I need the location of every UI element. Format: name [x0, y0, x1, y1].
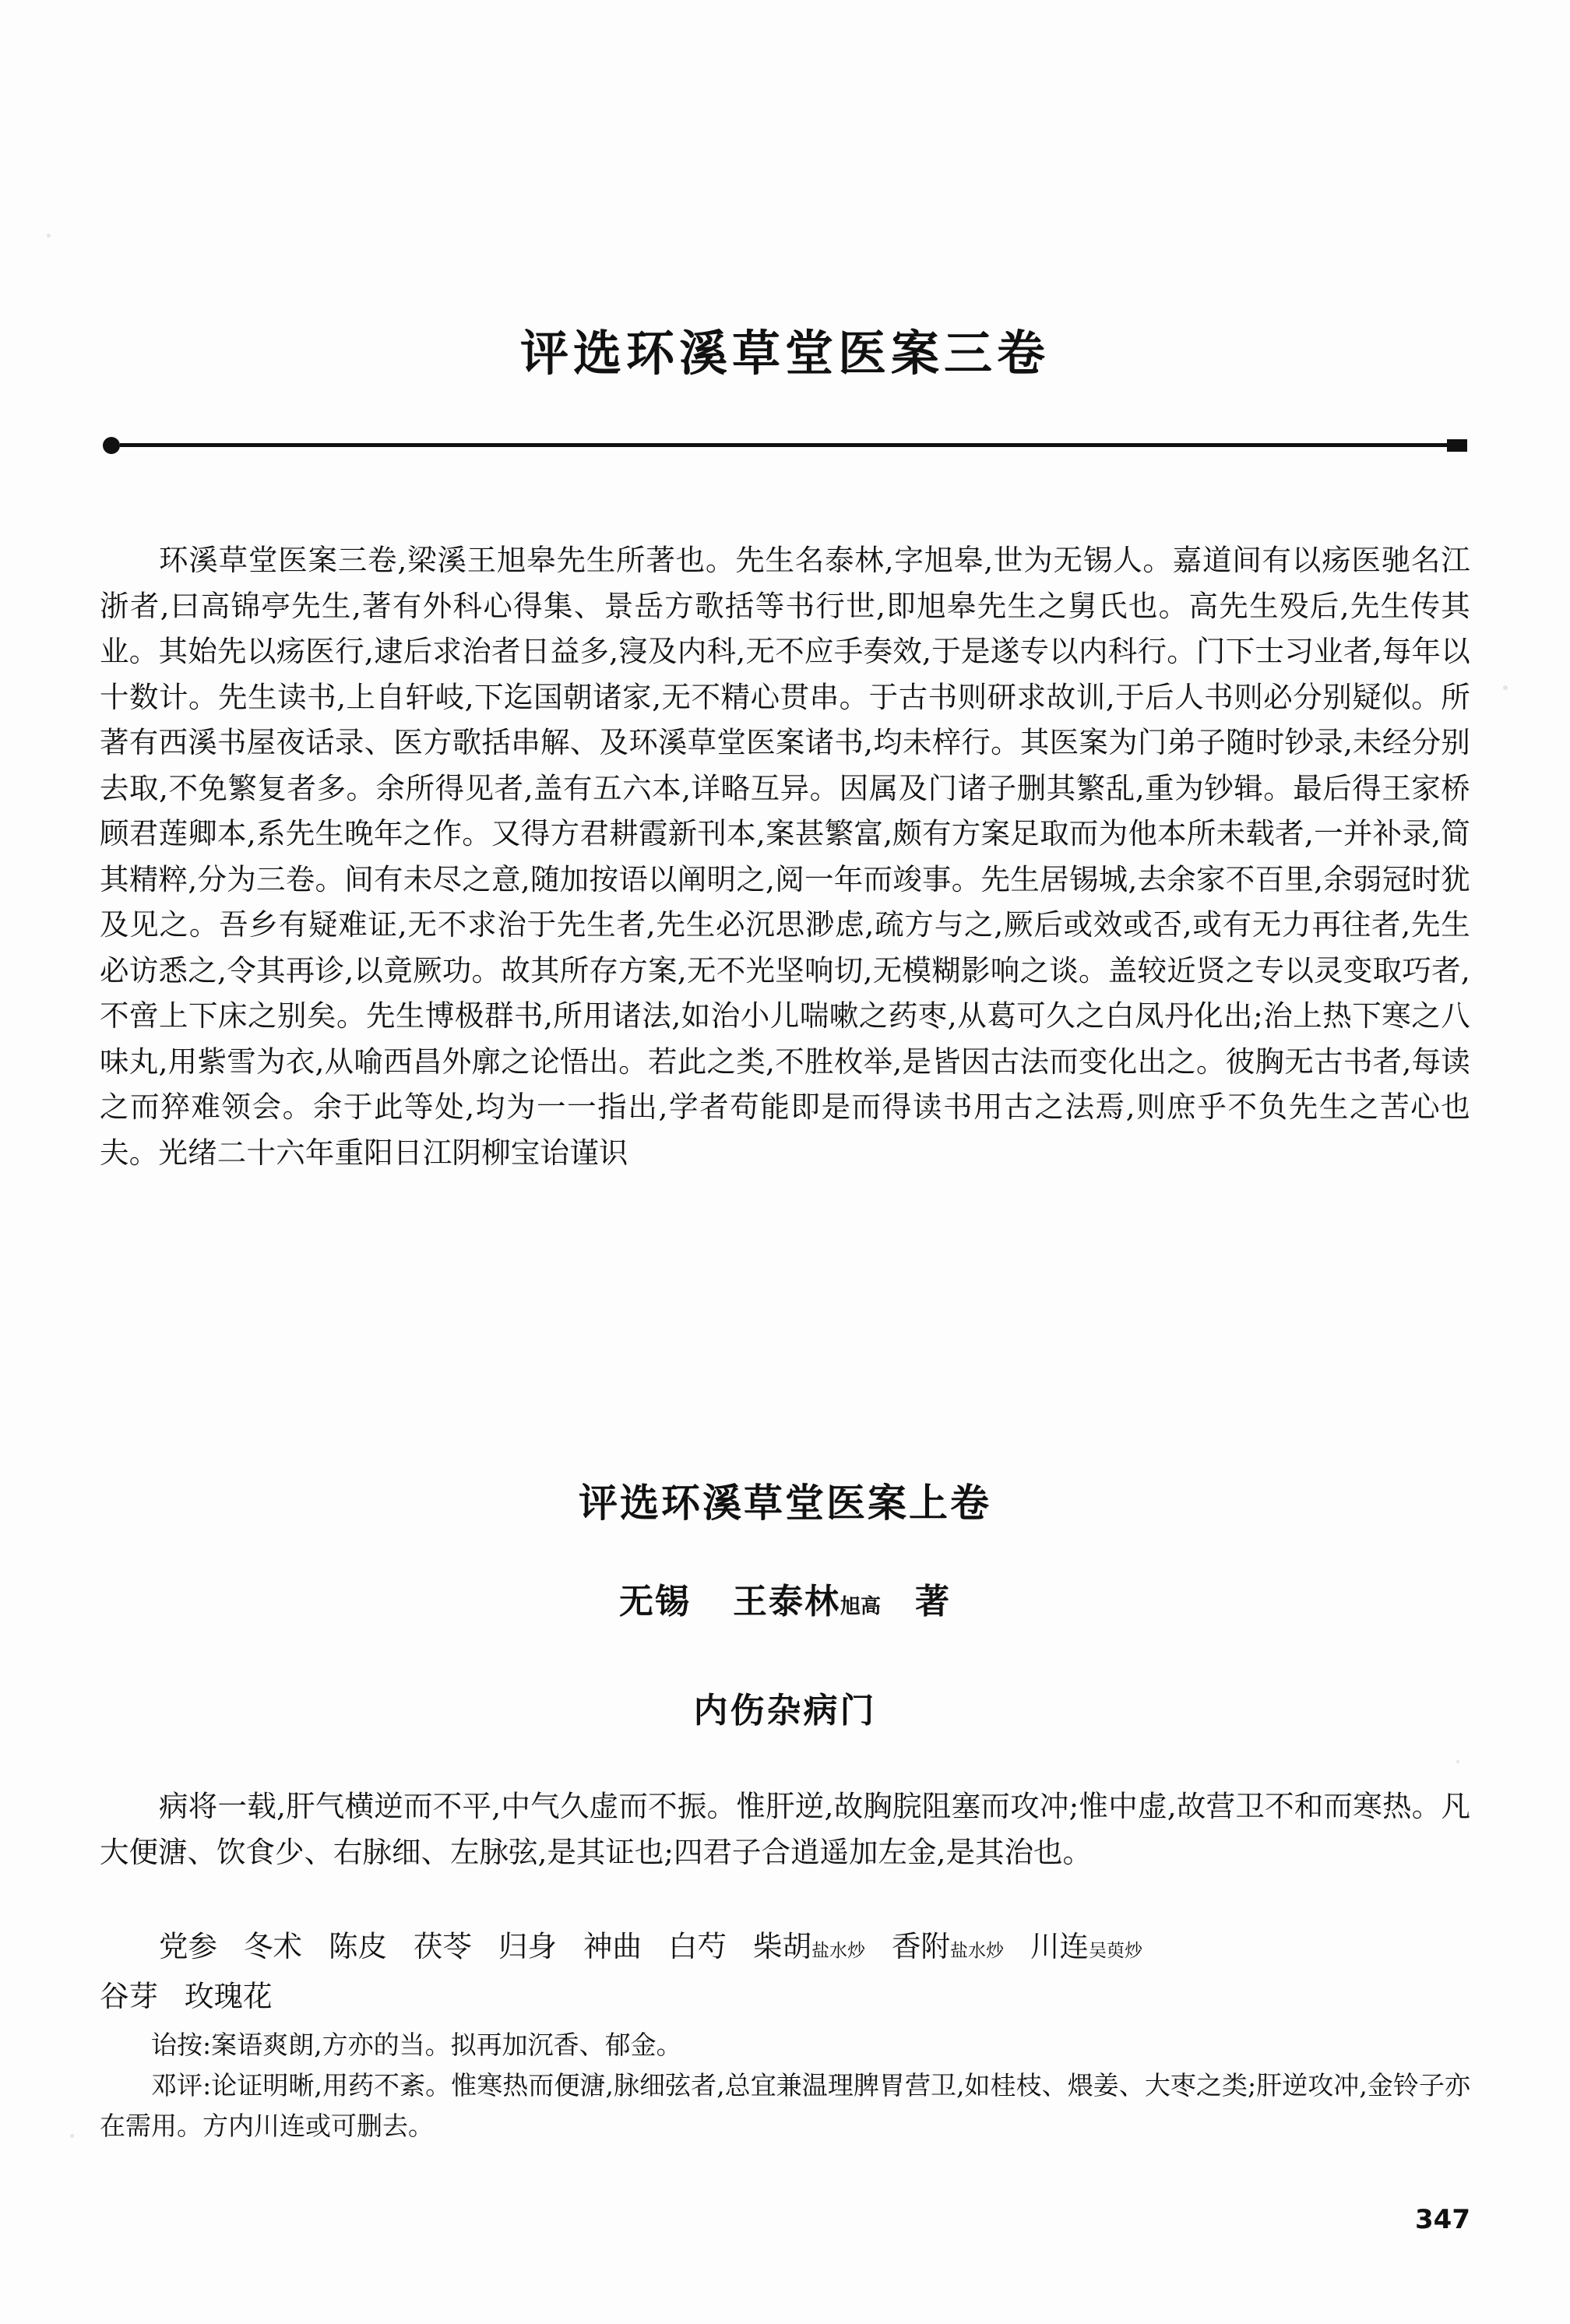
commentary-label: 诒按	[151, 2030, 202, 2060]
herb-item	[244, 1929, 302, 1963]
herb-name: 香附	[892, 1929, 950, 1963]
herb-item	[159, 1929, 217, 1963]
herb-preparation-note: 盐水炒	[950, 1941, 1004, 1961]
herb-name: 党参	[159, 1929, 217, 1963]
herb-item	[100, 1979, 158, 2013]
herb-name: 玫瑰花	[185, 1979, 273, 2013]
formula-section	[100, 1924, 1470, 2019]
byline-author: 王泰林	[732, 1582, 840, 1622]
byline-place: 无锡	[618, 1582, 691, 1622]
commentary-item	[100, 2025, 1470, 2065]
herb-name: 归身	[498, 1929, 557, 1963]
formula-line-2	[100, 1974, 1470, 2019]
herb-item	[1030, 1929, 1142, 1963]
herb-name: 柴胡	[753, 1929, 811, 1963]
preface-section	[100, 537, 1470, 1175]
divider-dot-left-icon	[103, 437, 120, 454]
divider-bar	[120, 443, 1452, 447]
scan-speckle	[1456, 1760, 1459, 1763]
herb-item	[892, 1929, 1004, 1963]
byline	[100, 1573, 1470, 1623]
case-section	[100, 1783, 1470, 1875]
herb-preparation-note: 盐水炒	[811, 1941, 865, 1961]
commentary-text: :论证明晰,用药不紊。惟寒热而便溏,脉细弦者,总宜兼温理脾胃营卫,如桂枝、煨姜、大枣之类;肝逆攻冲,金铃子亦在需用。方内川连或可删去。	[100, 2070, 1471, 2141]
herb-item	[753, 1929, 865, 1963]
byline-author-style-name: 旭高	[840, 1595, 881, 1618]
herb-item	[329, 1929, 387, 1963]
herb-name: 白芍	[668, 1929, 727, 1963]
scan-speckle	[47, 234, 51, 238]
herb-name: 冬术	[244, 1929, 302, 1963]
herb-item	[498, 1929, 557, 1963]
case-paragraph: 病将一载,肝气横逆而不平,中气久虚而不振。惟肝逆,故胸脘阻塞而攻冲;惟中虚,故营卫不和而寒热。凡大便溏、饮食少、右脉细、左脉弦,是其证也;四君子合逍遥加左金,是其治也。	[100, 1789, 1470, 1869]
herb-name: 川连	[1030, 1929, 1089, 1963]
commentary-label: 邓评	[151, 2070, 203, 2100]
preface-paragraph: 环溪草堂医案三卷,梁溪王旭皋先生所著也。先生名泰林,字旭皋,世为无锡人。嘉道间有以疡医驰名江浙者,曰高锦亭先生,著有外科心得集、景岳方歌括等书行世,即旭皋先生之舅氏也。高先生殁后,先生传其业。其始先以疡医行,逮后求治者日益多,寖及内科,无不应手奏效,于是遂专以内科行。门下士习业者,每年以十数计。先生读书,上自轩岐,下迄国朝诸家,无不精心贯串。于古书则研求故训,于后人书则必分别疑似。所著有西溪书屋夜话录、医方歌括串解、及环溪草堂医案诸书,均未梓行。其医案为门弟子随时钞录,未经分别去取,不免繁复者多。余所得见者,盖有五六本,详略互异。因属及门诸子删其繁乱,重为钞辑。最后得王家桥顾君莲卿本,系先生晚年之作。又得方君耕霞新刊本,案甚繁富,颇有方案足取而为他本所未载者,一并补录,简其精粹,分为三卷。间有未尽之意,随加按语以阐明之,阅一年而竣事。先生居锡城,去余家不百里,余弱冠时犹及见之。吾乡有疑难证,无不求治于先生者,先生必沉思渺虑,疏方与之,厥后或效或否,或有无力再往者,先生必访悉之,令其再诊,以竟厥功。故其所存方案,无不光坚响切,无模糊影响之谈。盖较近贤之专以灵变取巧者,不啻上下床之别矣。先生博极群书,所用诸法,如治小儿喘嗽之药枣,从葛可久之白凤丹化出;治上热下寒之八味丸,用紫雪为衣,从喻西昌外廓之论悟出。若此之类,不胜枚举,是皆因古法而变化出之。彼胸无古书者,每读之而猝难领会。余于此等处,均为一一指出,学者苟能即是而得读书用古之法焉,则庶乎不负先生之苦心也夫。光绪二十六年重阳日江阴柳宝诒谨识	[100, 543, 1470, 1170]
scan-speckle	[70, 2134, 74, 2138]
byline-role: 著	[915, 1582, 951, 1622]
herb-preparation-note: 吴萸炒	[1089, 1941, 1142, 1961]
chapter-heading: 内伤杂病门	[693, 1691, 877, 1731]
herb-item	[414, 1929, 472, 1963]
herb-name: 谷芽	[100, 1979, 158, 2013]
herb-item	[185, 1979, 273, 2013]
herb-name: 茯苓	[414, 1929, 472, 1963]
page-content-area	[100, 0, 1470, 2324]
divider-square-right-icon	[1447, 439, 1467, 452]
page-title: 评选环溪草堂医案三卷	[519, 325, 1050, 382]
commentary-item	[100, 2065, 1470, 2146]
formula-line-1	[100, 1924, 1470, 1974]
herb-item	[583, 1929, 642, 1963]
commentary-section	[100, 2025, 1470, 2146]
herb-name: 神曲	[583, 1929, 642, 1963]
herb-name: 陈皮	[329, 1929, 387, 1963]
document-title-block	[100, 327, 1470, 380]
scan-speckle	[1503, 685, 1508, 690]
title-divider	[103, 440, 1467, 449]
volume-heading: 评选环溪草堂医案上卷	[579, 1481, 991, 1526]
page-number: 347	[1415, 2204, 1470, 2235]
commentary-text: :案语爽朗,方亦的当。拟再加沉香、郁金。	[202, 2030, 682, 2060]
herb-item	[668, 1929, 727, 1963]
